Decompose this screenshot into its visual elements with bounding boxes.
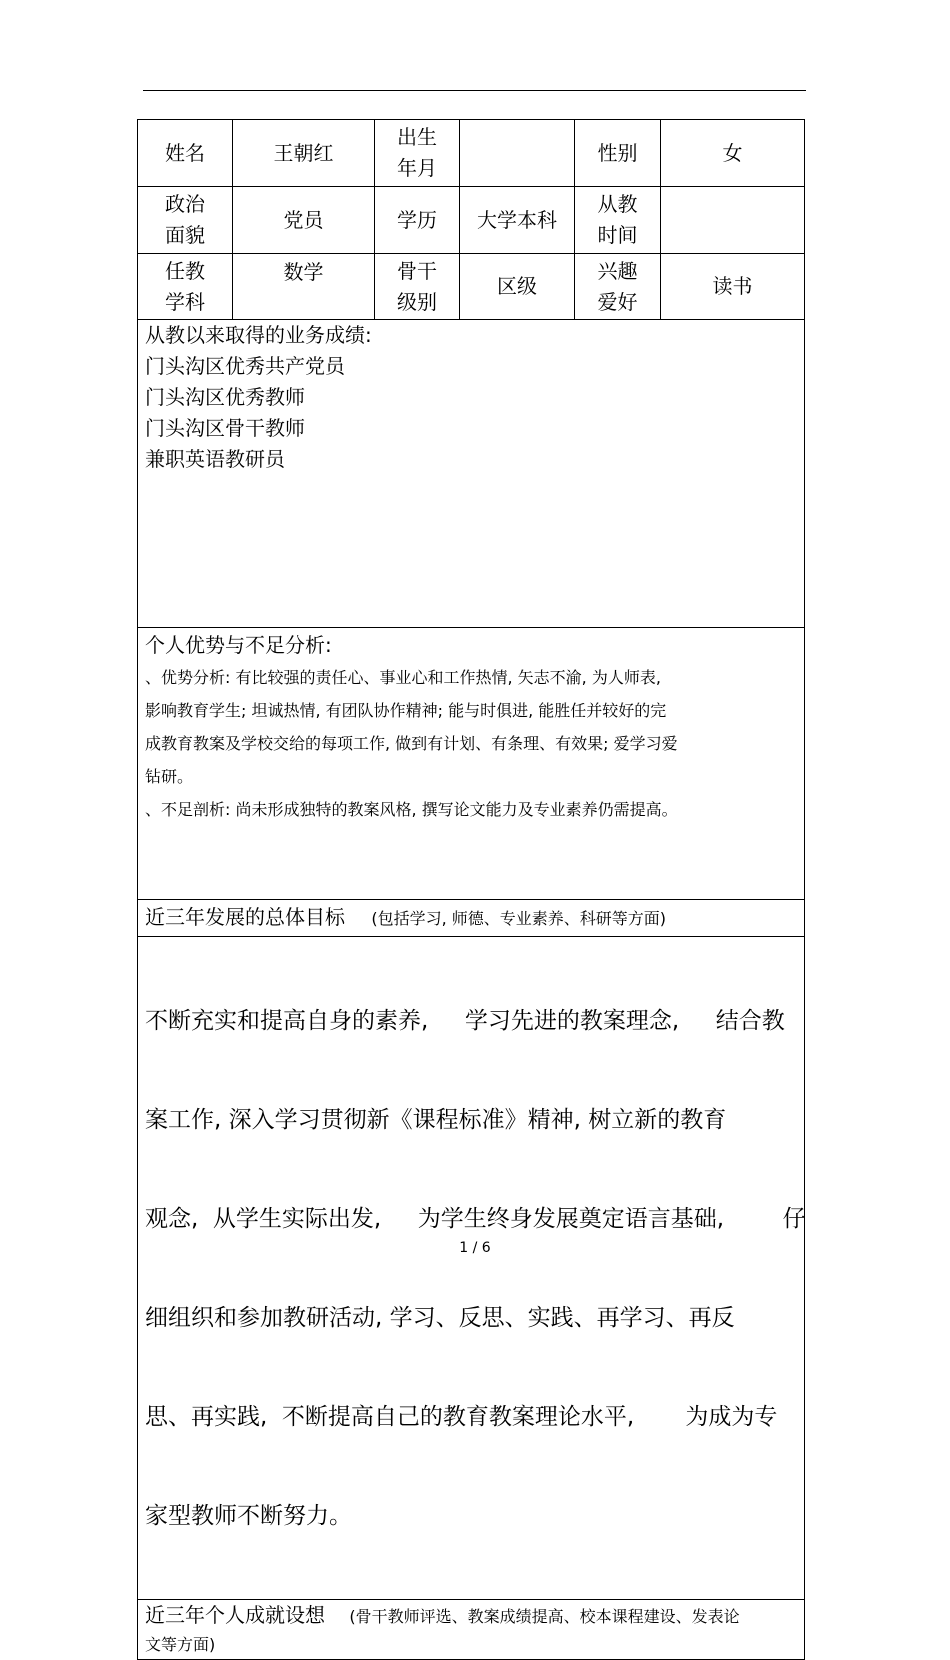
label-name: 姓名 xyxy=(138,120,233,187)
achievement-plan-note: (骨干教师评选、教案成绩提高、校本课程建设、发表论 xyxy=(349,1607,740,1626)
value-name: 王朝红 xyxy=(233,120,375,187)
analysis-cell xyxy=(138,628,805,900)
info-row-1 xyxy=(138,120,805,187)
teacher-info-table xyxy=(137,119,805,1660)
info-row-2 xyxy=(138,187,805,254)
achievement-item: 门头沟区骨干教师 xyxy=(145,416,305,440)
achievement-plan-note-cont: 文等方面) xyxy=(145,1635,216,1654)
value-education: 大学本科 xyxy=(460,187,575,254)
achievement-plan-row xyxy=(138,1600,805,1660)
overall-goal-line: 不断充实和提高自身的素养, 学习先进的教案理念, 结合教 xyxy=(145,1008,785,1034)
analysis-line: 影响教育学生; 坦诚热情, 有团队协作精神; 能与时俱进, 能胜任并较好的完 xyxy=(145,701,667,720)
analysis-heading: 个人优势与不足分析: xyxy=(145,633,332,657)
analysis-line: 成教育教案及学校交给的每项工作, 做到有计划、有条理、有效果; 爱学习爱 xyxy=(145,734,678,753)
overall-goal-note: (包括学习, 师德、专业素养、科研等方面) xyxy=(371,909,667,928)
label-teaching-since: 从教 时间 xyxy=(575,187,661,254)
value-political: 党员 xyxy=(233,187,375,254)
header-rule xyxy=(143,90,806,91)
page-number: 1 / 6 xyxy=(459,1240,491,1256)
achievements-row xyxy=(138,320,805,628)
achievement-plan-heading: 近三年个人成就设想 xyxy=(145,1603,325,1627)
overall-goal-line: 案工作, 深入学习贯彻新《课程标准》精神, 树立新的教育 xyxy=(145,1107,727,1133)
value-teaching-since xyxy=(661,187,805,254)
overall-goal-line: 家型教师不断努力。 xyxy=(145,1503,352,1529)
label-education: 学历 xyxy=(375,187,460,254)
achievement-item: 门头沟区优秀共产党员 xyxy=(145,354,345,378)
analysis-line: 、不足剖析: 尚未形成独特的教案风格, 撰写论文能力及专业素养仍需提高。 xyxy=(145,800,678,819)
value-gender: 女 xyxy=(661,120,805,187)
overall-goal-heading-row xyxy=(138,900,805,937)
achievement-item: 门头沟区优秀教师 xyxy=(145,385,305,409)
overall-goal-cell xyxy=(138,937,805,1600)
label-hobby: 兴趣 爱好 xyxy=(575,254,661,320)
label-subject: 任教 学科 xyxy=(138,254,233,320)
achievement-plan-cell xyxy=(138,1600,805,1660)
overall-goal-line: 思、再实践, 不断提高自己的教育教案理论水平, 为成为专 xyxy=(145,1404,778,1430)
analysis-line: 钻研。 xyxy=(145,767,194,786)
label-political: 政治 面貌 xyxy=(138,187,233,254)
achievements-cell xyxy=(138,320,805,628)
achievement-item: 兼职英语教研员 xyxy=(145,447,285,471)
value-subject: 数学 xyxy=(233,254,375,320)
analysis-row xyxy=(138,628,805,900)
overall-goal-line: 细组织和参加教研活动, 学习、反思、实践、再学习、再反 xyxy=(145,1305,735,1331)
info-row-3 xyxy=(138,254,805,320)
achievements-heading: 从教以来取得的业务成绩: xyxy=(145,323,372,347)
label-birth: 出生 年月 xyxy=(375,120,460,187)
overall-goal-row xyxy=(138,937,805,1600)
overall-goal-line: 观念, 从学生实际出发, 为学生终身发展奠定语言基础, 仔 xyxy=(145,1206,806,1232)
value-backbone-level: 区级 xyxy=(460,254,575,320)
overall-goal-heading: 近三年发展的总体目标 xyxy=(145,905,345,929)
overall-goal-heading-cell xyxy=(138,900,805,937)
analysis-line: 、优势分析: 有比较强的责任心、事业心和工作热情, 矢志不渝, 为人师表, xyxy=(145,668,661,687)
label-backbone-level: 骨干 级别 xyxy=(375,254,460,320)
value-hobby: 读书 xyxy=(661,254,805,320)
value-birth xyxy=(460,120,575,187)
label-gender: 性别 xyxy=(575,120,661,187)
